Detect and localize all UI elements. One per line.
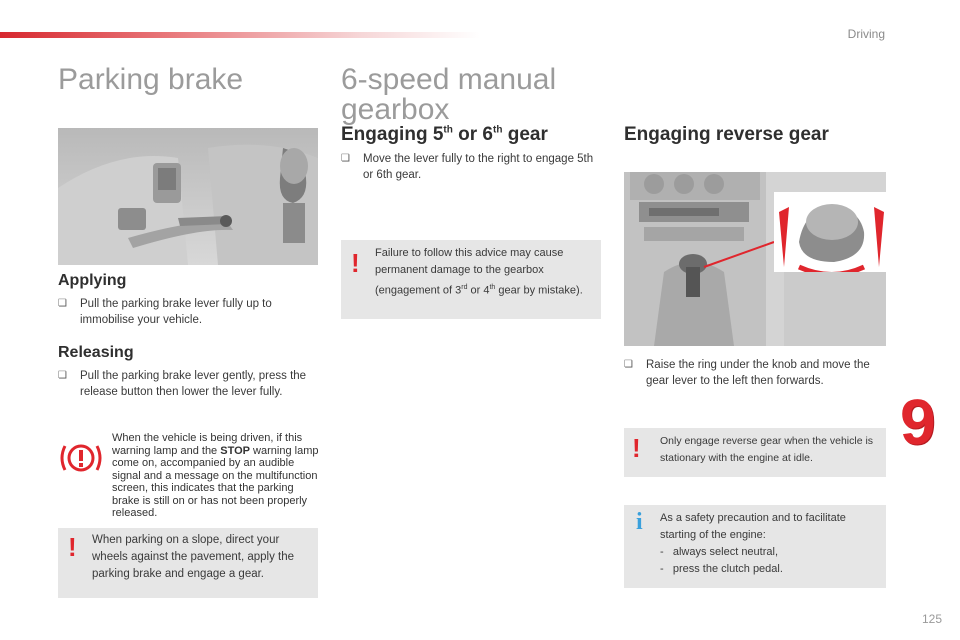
- reverse-gear-heading: Engaging reverse gear: [624, 124, 829, 145]
- releasing-text: Pull the parking brake lever gently, press the release button then lower the lever fully.: [80, 370, 307, 398]
- heading-part: or 6: [452, 124, 493, 145]
- applying-step: [58, 296, 308, 328]
- checkbox-bullet-icon: ❏: [58, 370, 67, 381]
- page-number: 125: [921, 612, 942, 626]
- exclamation-icon: !: [68, 532, 77, 562]
- engage-5th-6th-step: [341, 151, 595, 183]
- parking-brake-warning-lamp-icon: [58, 440, 104, 476]
- parking-brake-photo: [58, 128, 318, 265]
- warn-sup: th: [489, 284, 496, 291]
- reverse-gear-step: [624, 357, 894, 389]
- reverse-gear-photo: [624, 172, 886, 346]
- slope-warning-box: [58, 528, 318, 598]
- engage-5th-6th-heading: [341, 124, 548, 146]
- safety-info-item-text: always select neutral,: [672, 546, 779, 558]
- checkbox-bullet-icon: ❏: [58, 298, 67, 309]
- info-icon: i: [636, 509, 643, 535]
- warn-sup: rd: [461, 284, 468, 291]
- safety-info-intro: As a safety precaution and to facilitate starting of the engine:: [660, 512, 846, 541]
- reverse-gear-text: Raise the ring under the knob and move the gear lever to the left then forwards.: [646, 359, 870, 387]
- safety-info-item: - always select neutral,: [660, 546, 779, 558]
- lamp-note-text-1: When the vehicle is being driven, if this warning lamp and the: [112, 432, 303, 457]
- gearbox-damage-warning-box: [341, 240, 601, 319]
- section-label: Driving: [847, 27, 885, 41]
- reverse-warning-box: [624, 428, 886, 477]
- gearbox-title-line1: 6-speed manual: [341, 63, 557, 96]
- checkbox-bullet-icon: ❏: [341, 153, 350, 164]
- gearbox-title-line2: gearbox: [341, 93, 450, 126]
- exclamation-icon: !: [632, 433, 641, 463]
- slope-warning-text: When parking on a slope, direct your wheels against the pavement, apply the parking brake and engage a gear.: [92, 534, 295, 580]
- lamp-note-text-2: warning lamp come on, accompanied by an audible signal and a message on the multifunction screen, this indicates that the parking brake is still on or has not been properly released.: [112, 444, 319, 519]
- applying-heading: Applying: [58, 272, 127, 289]
- heading-sup: th: [492, 124, 503, 136]
- releasing-heading: Releasing: [58, 344, 134, 361]
- warn-part: or 4: [467, 284, 490, 297]
- heading-part: Engaging 5: [341, 124, 444, 145]
- applying-text: Pull the parking brake lever fully up to immobilise your vehicle.: [80, 298, 272, 326]
- chapter-number: 9: [900, 386, 936, 458]
- heading-sup: th: [443, 124, 453, 136]
- parking-brake-title: Parking brake: [58, 63, 244, 96]
- warning-lamp-note: [112, 432, 322, 520]
- releasing-step: [58, 368, 320, 400]
- gearbox-damage-warning-text: [375, 245, 593, 300]
- checkbox-bullet-icon: ❏: [624, 359, 633, 370]
- safety-info-item-text: press the clutch pedal.: [672, 563, 783, 575]
- warn-part: Failure to follow this advice may cause permanent damage to the gearbox (engagement of 3: [375, 247, 564, 297]
- lamp-note-stop-label: STOP: [220, 444, 250, 457]
- heading-part: gear: [502, 124, 548, 145]
- safety-info-item: - press the clutch pedal.: [660, 563, 783, 575]
- safety-info-box: [624, 505, 886, 588]
- exclamation-icon: !: [351, 248, 360, 278]
- header-accent-bar: [0, 32, 480, 38]
- warn-part: gear by mistake).: [495, 284, 583, 297]
- reverse-warning-text: Only engage reverse gear when the vehicle is stationary with the engine at idle.: [660, 435, 874, 464]
- engage-5th-6th-text: Move the lever fully to the right to engage 5th or 6th gear.: [363, 153, 594, 181]
